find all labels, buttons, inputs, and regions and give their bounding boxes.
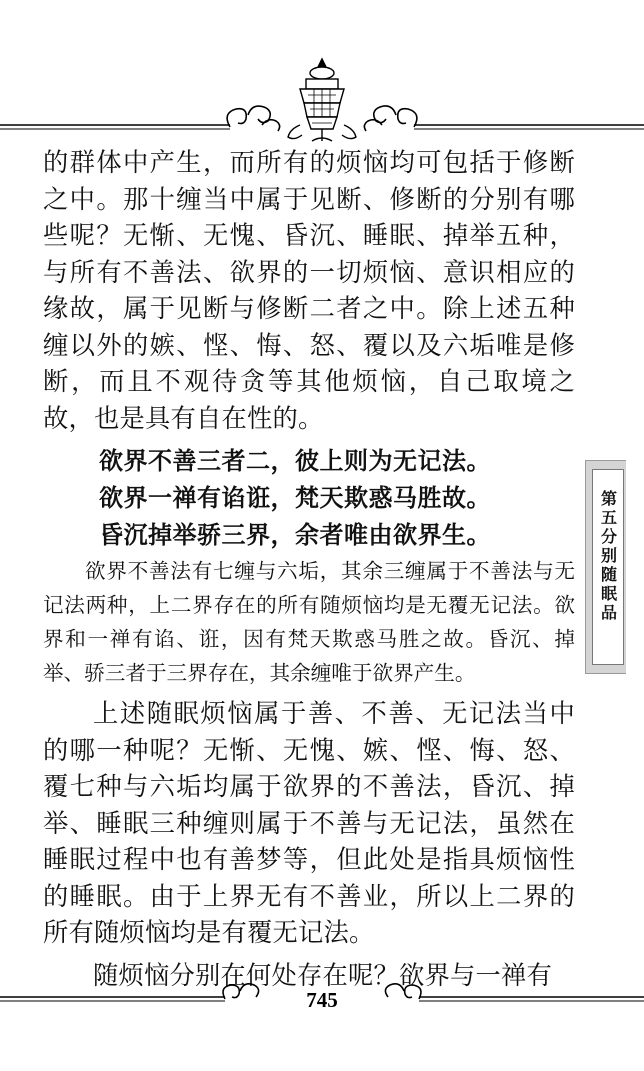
verse-line-3: 昏沉掉举骄三界，余者唯由欲界生。 <box>99 521 491 549</box>
verse-line-2: 欲界一禅有谄诳，梵天欺惑马胜故。 <box>99 484 491 512</box>
verse-block <box>43 443 575 554</box>
commentary-paragraph: 欲界不善法有七缠与六垢，其余三缠属于不善法与无记法两种，上二界存在的所有随烦恼均是无覆无记法。欲界和一禅有谄、诳，因有梵天欺惑马胜之故。昏沉、掉举、骄三者于三界存在，其余缠唯于欲界产生。 <box>43 559 575 685</box>
page-body <box>43 145 575 994</box>
body-paragraph-2: 上述随眠烦恼属于善、不善、无记法当中的哪一种呢？无惭、无愧、嫉、悭、悔、怒、覆七种与六垢均属于欲界的不善法，昏沉、掉举、睡眠三种缠则属于不善与无记法，虽然在睡眠过程中也有善梦等，但此处是指具烦恼性的睡眠。由于上界无有不善业，所以上二界的所有随烦恼均是有覆无记法。 <box>43 699 575 947</box>
verse-line-1: 欲界不善三者二，彼上则为无记法。 <box>99 447 491 475</box>
body-paragraph-3: 随烦恼分别在何处存在呢？欲界与一禅有 <box>93 960 552 990</box>
chapter-side-tab <box>585 460 626 674</box>
header-ornament <box>0 55 644 145</box>
page-number: 745 <box>306 988 338 1012</box>
body-paragraph-1: 的群体中产生，而所有的烦恼均可包括于修断之中。那十缠当中属于见断、修断的分别有哪些呢？无惭、无愧、昏沉、睡眠、掉举五种，与所有不善法、欲界的一切烦恼、意识相应的缘故，属于见断与修断二者之中。除上述五种缠以外的嫉、悭、悔、怒、覆以及六垢唯是修断，而且不观待贪等其他烦恼，自己取境之故，也是具有自在性的。 <box>43 148 575 433</box>
chapter-title: 第五分别随眠品 <box>598 490 618 623</box>
